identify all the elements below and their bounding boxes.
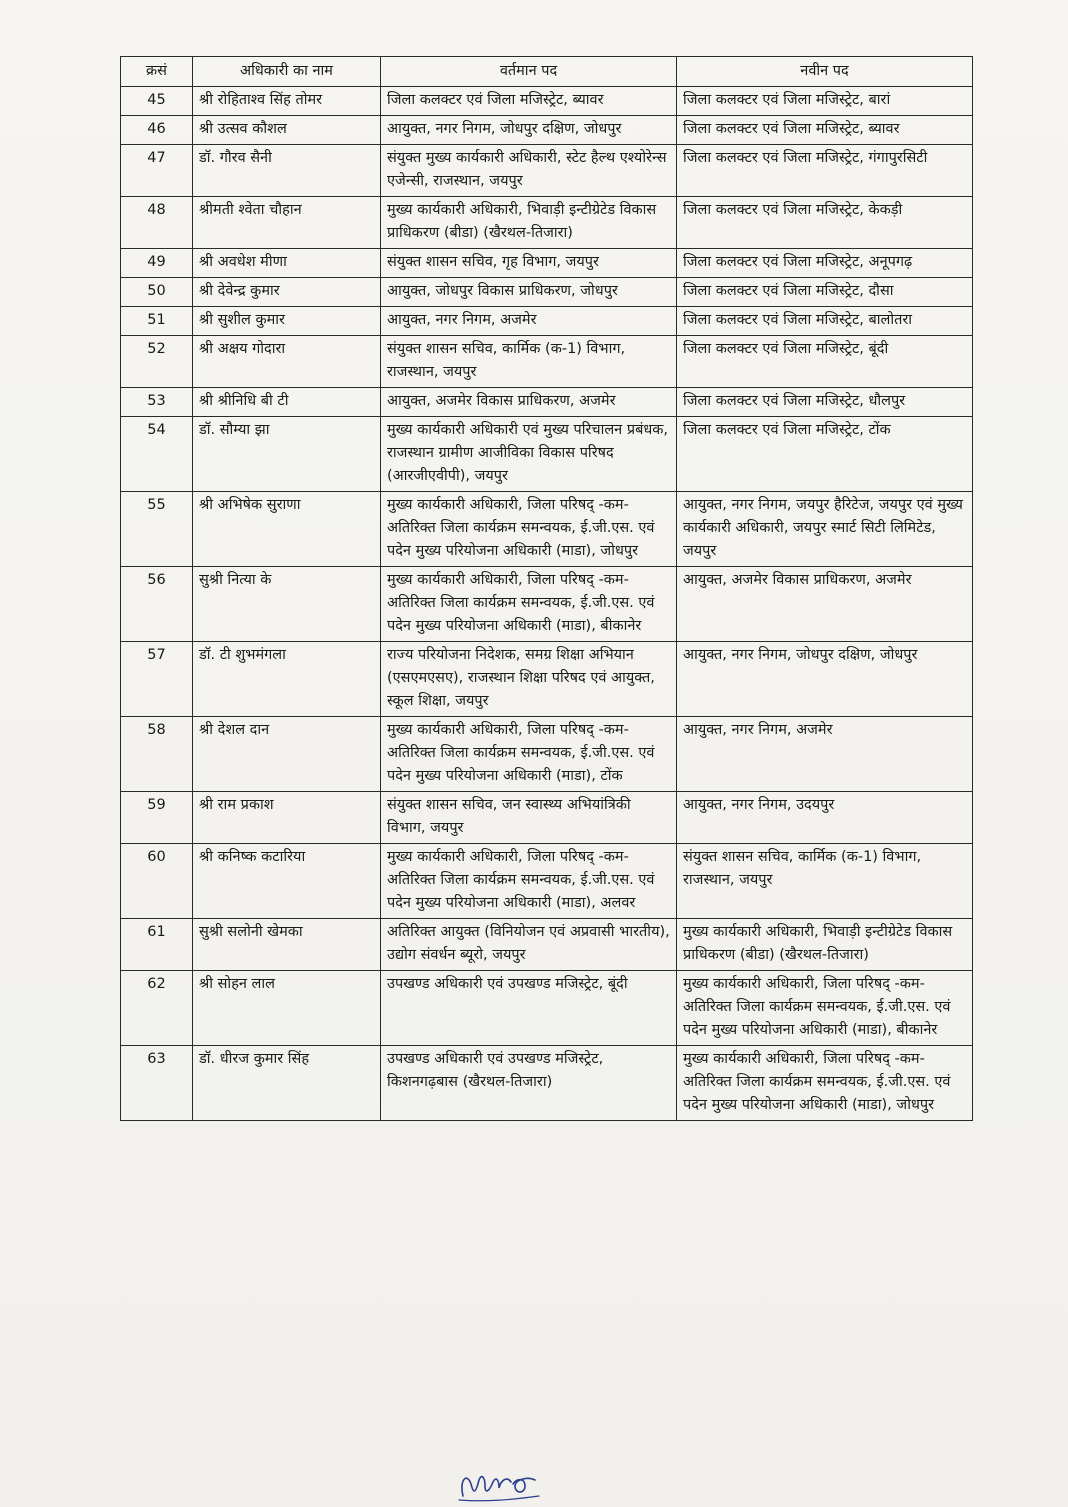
table-row <box>121 388 973 417</box>
officer-name-cell: श्री श्रीनिधि बी टी <box>193 388 381 417</box>
new-post-cell: आयुक्त, नगर निगम, उदयपुर <box>677 792 973 844</box>
current-post-cell: संयुक्त शासन सचिव, जन स्वास्थ्य अभियांत्रिकी विभाग, जयपुर <box>381 792 677 844</box>
current-post-cell: मुख्य कार्यकारी अधिकारी, जिला परिषद् -कम- अतिरिक्त जिला कार्यक्रम समन्वयक, ई.जी.एस. एवं पदेन मुख्य परियोजना अधिकारी (माडा), जोधपुर <box>381 492 677 567</box>
serial-cell: 57 <box>121 642 193 717</box>
serial-cell: 58 <box>121 717 193 792</box>
officer-name-cell: डॉ. धीरज कुमार सिंह <box>193 1046 381 1121</box>
serial-cell: 62 <box>121 971 193 1046</box>
new-post-cell: संयुक्त शासन सचिव, कार्मिक (क-1) विभाग, राजस्थान, जयपुर <box>677 844 973 919</box>
new-post-cell: जिला कलक्टर एवं जिला मजिस्ट्रेट, ब्यावर <box>677 116 973 145</box>
serial-cell: 63 <box>121 1046 193 1121</box>
new-post-cell: आयुक्त, नगर निगम, अजमेर <box>677 717 973 792</box>
officer-name-cell: श्री उत्सव कौशल <box>193 116 381 145</box>
serial-cell: 60 <box>121 844 193 919</box>
officer-name-cell: डॉ. टी शुभमंगला <box>193 642 381 717</box>
table-row <box>121 919 973 971</box>
current-post-cell: उपखण्ड अधिकारी एवं उपखण्ड मजिस्ट्रेट, किशनगढ़बास (खैरथल-तिजारा) <box>381 1046 677 1121</box>
serial-cell: 54 <box>121 417 193 492</box>
table-row <box>121 717 973 792</box>
header-officer-name: अधिकारी का नाम <box>193 57 381 87</box>
table-row <box>121 844 973 919</box>
table-header-row <box>121 57 973 87</box>
table-row <box>121 492 973 567</box>
new-post-cell: जिला कलक्टर एवं जिला मजिस्ट्रेट, बूंदी <box>677 336 973 388</box>
table-row <box>121 307 973 336</box>
table-row <box>121 642 973 717</box>
new-post-cell: आयुक्त, नगर निगम, जोधपुर दक्षिण, जोधपुर <box>677 642 973 717</box>
officer-name-cell: श्रीमती श्वेता चौहान <box>193 197 381 249</box>
current-post-cell: मुख्य कार्यकारी अधिकारी एवं मुख्य परिचालन प्रबंधक, राजस्थान ग्रामीण आजीविका विकास परिषद (आरजीएवीपी), जयपुर <box>381 417 677 492</box>
serial-cell: 51 <box>121 307 193 336</box>
current-post-cell: मुख्य कार्यकारी अधिकारी, जिला परिषद् -कम- अतिरिक्त जिला कार्यक्रम समन्वयक, ई.जी.एस. एवं पदेन मुख्य परियोजना अधिकारी (माडा), बीकानेर <box>381 567 677 642</box>
table-row <box>121 145 973 197</box>
header-current-post: वर्तमान पद <box>381 57 677 87</box>
officer-name-cell: श्री सोहन लाल <box>193 971 381 1046</box>
officer-name-cell: श्री अभिषेक सुराणा <box>193 492 381 567</box>
serial-cell: 59 <box>121 792 193 844</box>
table-row <box>121 792 973 844</box>
table-row <box>121 567 973 642</box>
current-post-cell: आयुक्त, जोधपुर विकास प्राधिकरण, जोधपुर <box>381 278 677 307</box>
serial-cell: 56 <box>121 567 193 642</box>
new-post-cell: आयुक्त, अजमेर विकास प्राधिकरण, अजमेर <box>677 567 973 642</box>
table-row <box>121 249 973 278</box>
table-row <box>121 1046 973 1121</box>
officer-name-cell: श्री देवेन्द्र कुमार <box>193 278 381 307</box>
current-post-cell: मुख्य कार्यकारी अधिकारी, जिला परिषद् -कम- अतिरिक्त जिला कार्यक्रम समन्वयक, ई.जी.एस. एवं पदेन मुख्य परियोजना अधिकारी (माडा), टोंक <box>381 717 677 792</box>
officer-name-cell: श्री अवधेश मीणा <box>193 249 381 278</box>
current-post-cell: संयुक्त शासन सचिव, गृह विभाग, जयपुर <box>381 249 677 278</box>
serial-cell: 48 <box>121 197 193 249</box>
current-post-cell: राज्य परियोजना निदेशक, समग्र शिक्षा अभियान (एसएमएसए), राजस्थान शिक्षा परिषद एवं आयुक्त, स्कूल शिक्षा, जयपुर <box>381 642 677 717</box>
table-row <box>121 278 973 307</box>
current-post-cell: जिला कलक्टर एवं जिला मजिस्ट्रेट, ब्यावर <box>381 87 677 116</box>
serial-cell: 61 <box>121 919 193 971</box>
new-post-cell: जिला कलक्टर एवं जिला मजिस्ट्रेट, टोंक <box>677 417 973 492</box>
officer-name-cell: सुश्री नित्या के <box>193 567 381 642</box>
current-post-cell: आयुक्त, नगर निगम, जोधपुर दक्षिण, जोधपुर <box>381 116 677 145</box>
officer-name-cell: श्री रोहिताश्व सिंह तोमर <box>193 87 381 116</box>
new-post-cell: जिला कलक्टर एवं जिला मजिस्ट्रेट, अनूपगढ़ <box>677 249 973 278</box>
table-row <box>121 971 973 1046</box>
new-post-cell: आयुक्त, नगर निगम, जयपुर हैरिटेज, जयपुर एवं मुख्य कार्यकारी अधिकारी, जयपुर स्मार्ट सिटी लिमिटेड, जयपुर <box>677 492 973 567</box>
header-serial: क्रसं <box>121 57 193 87</box>
new-post-cell: जिला कलक्टर एवं जिला मजिस्ट्रेट, बालोतरा <box>677 307 973 336</box>
serial-cell: 53 <box>121 388 193 417</box>
officer-name-cell: श्री कनिष्क कटारिया <box>193 844 381 919</box>
new-post-cell: जिला कलक्टर एवं जिला मजिस्ट्रेट, बारां <box>677 87 973 116</box>
header-new-post: नवीन पद <box>677 57 973 87</box>
current-post-cell: उपखण्ड अधिकारी एवं उपखण्ड मजिस्ट्रेट, बूंदी <box>381 971 677 1046</box>
current-post-cell: अतिरिक्त आयुक्त (विनियोजन एवं अप्रवासी भारतीय), उद्योग संवर्धन ब्यूरो, जयपुर <box>381 919 677 971</box>
current-post-cell: संयुक्त मुख्य कार्यकारी अधिकारी, स्टेट हैल्थ एश्योरेन्स एजेन्सी, राजस्थान, जयपुर <box>381 145 677 197</box>
current-post-cell: आयुक्त, नगर निगम, अजमेर <box>381 307 677 336</box>
new-post-cell: जिला कलक्टर एवं जिला मजिस्ट्रेट, गंगापुरसिटी <box>677 145 973 197</box>
officer-name-cell: डॉ. गौरव सैनी <box>193 145 381 197</box>
officer-name-cell: श्री देशल दान <box>193 717 381 792</box>
serial-cell: 49 <box>121 249 193 278</box>
posting-table <box>120 56 973 1121</box>
table-row <box>121 87 973 116</box>
serial-cell: 47 <box>121 145 193 197</box>
officer-name-cell: श्री सुशील कुमार <box>193 307 381 336</box>
officer-name-cell: श्री राम प्रकाश <box>193 792 381 844</box>
new-post-cell: मुख्य कार्यकारी अधिकारी, जिला परिषद् -कम- अतिरिक्त जिला कार्यक्रम समन्वयक, ई.जी.एस. एवं पदेन मुख्य परियोजना अधिकारी (माडा), बीकानेर <box>677 971 973 1046</box>
table-row <box>121 336 973 388</box>
new-post-cell: मुख्य कार्यकारी अधिकारी, जिला परिषद् -कम- अतिरिक्त जिला कार्यक्रम समन्वयक, ई.जी.एस. एवं पदेन मुख्य परियोजना अधिकारी (माडा), जोधपुर <box>677 1046 973 1121</box>
officer-name-cell: श्री अक्षय गोदारा <box>193 336 381 388</box>
officer-name-cell: डॉ. सौम्या झा <box>193 417 381 492</box>
current-post-cell: संयुक्त शासन सचिव, कार्मिक (क-1) विभाग, राजस्थान, जयपुर <box>381 336 677 388</box>
serial-cell: 52 <box>121 336 193 388</box>
serial-cell: 46 <box>121 116 193 145</box>
handwritten-signature-icon <box>455 1466 545 1504</box>
current-post-cell: मुख्य कार्यकारी अधिकारी, भिवाड़ी इन्टीग्रेटेड विकास प्राधिकरण (बीडा) (खैरथल-तिजारा) <box>381 197 677 249</box>
serial-cell: 55 <box>121 492 193 567</box>
current-post-cell: मुख्य कार्यकारी अधिकारी, जिला परिषद् -कम- अतिरिक्त जिला कार्यक्रम समन्वयक, ई.जी.एस. एवं पदेन मुख्य परियोजना अधिकारी (माडा), अलवर <box>381 844 677 919</box>
new-post-cell: जिला कलक्टर एवं जिला मजिस्ट्रेट, दौसा <box>677 278 973 307</box>
table-row <box>121 116 973 145</box>
serial-cell: 45 <box>121 87 193 116</box>
officer-name-cell: सुश्री सलोनी खेमका <box>193 919 381 971</box>
serial-cell: 50 <box>121 278 193 307</box>
new-post-cell: जिला कलक्टर एवं जिला मजिस्ट्रेट, केकड़ी <box>677 197 973 249</box>
current-post-cell: आयुक्त, अजमेर विकास प्राधिकरण, अजमेर <box>381 388 677 417</box>
table-row <box>121 417 973 492</box>
new-post-cell: मुख्य कार्यकारी अधिकारी, भिवाड़ी इन्टीग्रेटेड विकास प्राधिकरण (बीडा) (खैरथल-तिजारा) <box>677 919 973 971</box>
new-post-cell: जिला कलक्टर एवं जिला मजिस्ट्रेट, धौलपुर <box>677 388 973 417</box>
table-row <box>121 197 973 249</box>
